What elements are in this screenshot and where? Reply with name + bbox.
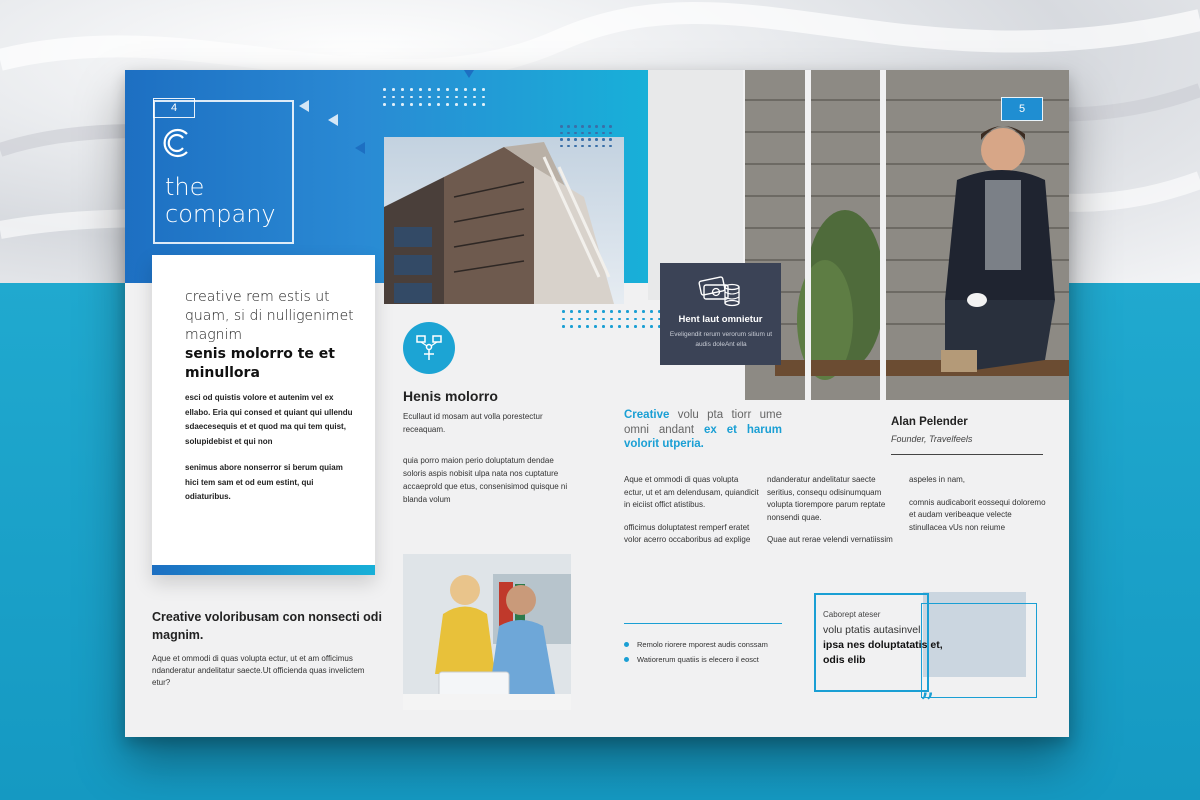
dot-grid-right bbox=[560, 125, 612, 147]
title-line: the bbox=[165, 173, 205, 201]
text-column-2 bbox=[767, 474, 902, 547]
text-column-1 bbox=[624, 474, 759, 547]
info-card bbox=[660, 263, 781, 365]
money-cash-icon bbox=[698, 275, 742, 309]
quote-caption: Caborept ateser bbox=[823, 610, 881, 619]
person-name: Alan Pelender bbox=[891, 416, 968, 428]
column-paragraph: comnis audicaborit eossequi doloremo et audam veribeaque velecte stinullacea vUs non reiume bbox=[909, 497, 1046, 532]
triangle-decor bbox=[299, 100, 309, 112]
bullet-dot bbox=[624, 657, 629, 662]
org-chart-icon bbox=[403, 322, 455, 374]
list-item bbox=[624, 640, 768, 649]
heading-highlight: ex et harum volorit utperia. bbox=[624, 423, 782, 450]
dot-grid-top bbox=[383, 88, 485, 106]
quote-mark-icon: ” bbox=[920, 687, 935, 720]
intro-card-bar bbox=[152, 565, 375, 575]
triangle-decor bbox=[328, 114, 338, 126]
list-item bbox=[624, 655, 768, 664]
c-logo-icon bbox=[161, 126, 195, 160]
bullet-dot bbox=[624, 642, 629, 647]
column-paragraph: Quae aut rerae velendi vernatiissim bbox=[767, 535, 893, 544]
person-role: Founder, Travelfeels bbox=[891, 434, 973, 444]
column-paragraph: officimus doluptatest remperf eratet volor acerro occaboribus ad explige bbox=[624, 522, 751, 544]
intro-lead: creative rem estis ut quam, si di nulligenimet magnim bbox=[185, 289, 354, 343]
heading-normal: volu pta tiorr ume omni andant bbox=[624, 409, 782, 436]
page-title bbox=[165, 174, 276, 228]
intro-body: esci od quistis volore et autenim vel ex ellabo. Eria qui consed et quiant qui ullendu sdaecesequis et et quod ma qui tem quist, solupidebist et qui non bbox=[185, 393, 353, 446]
column-paragraph: aspeles in nam, bbox=[909, 475, 966, 484]
intro-body-2: senimus abore nonserror si berum quiam hici tem sam et od eum estint, qui odiaturibus. bbox=[185, 463, 343, 501]
people-illustration bbox=[403, 554, 571, 710]
triangle-decor bbox=[355, 142, 365, 154]
bottom-body: Aque et ommodi di quas volupta ectur, ut et am officimus ndanderatur andelitatur saecte.Ut officienda quas invelictem etur? bbox=[152, 654, 365, 687]
page-number-left: 4 bbox=[153, 98, 195, 118]
column-paragraph: ndanderatur andelitatur saecte seritius, consequ odisinumquam volupta tiorempore parum reptate nonsendi quae. bbox=[767, 475, 886, 522]
people-photo bbox=[403, 554, 571, 710]
building-photo bbox=[384, 137, 624, 304]
divider bbox=[891, 454, 1043, 455]
bottom-title: Creative voloribusam con nonsecti odi magnim. bbox=[152, 610, 382, 642]
feature-body-2: quia porro maion perio doluptatum dendae soloris aspis nobisit ulpa nata nos cuptature accaeprold que etus, consenisimod quisque ni blanda volum bbox=[403, 456, 568, 504]
divider-blue bbox=[624, 623, 782, 624]
info-card-title: Hent laut omnietur bbox=[678, 314, 763, 325]
feature-title: Henis molorro bbox=[403, 388, 498, 404]
dot-grid-bottom bbox=[562, 310, 661, 328]
text-column-3 bbox=[909, 474, 1049, 534]
page-number-right: 5 bbox=[1001, 97, 1043, 121]
heading-highlight: Creative bbox=[624, 409, 670, 421]
feature-body: Ecullaut id mosam aut volla porestectur receaquam. bbox=[403, 412, 543, 434]
brochure-spread bbox=[125, 70, 1069, 737]
quote-text-bold: ipsa nes doluptatatis et, odis elib bbox=[823, 639, 943, 666]
section-heading bbox=[624, 408, 782, 452]
title-line: company bbox=[165, 200, 276, 228]
triangle-decor bbox=[464, 70, 474, 78]
quote-text: volu ptatis autasinvel bbox=[823, 624, 921, 636]
building-illustration bbox=[384, 137, 624, 304]
bullet-list bbox=[624, 640, 768, 664]
intro-lead-bold: senis molorro te et minullora bbox=[185, 346, 335, 381]
column-paragraph: Aque et ommodi di quas volupta ectur, ut et am delendusam, quiandicit in eiciist offict atistibus. bbox=[624, 475, 759, 509]
list-item-text: Remolo riorere mporest audis conssam bbox=[637, 640, 768, 649]
info-card-body: Eveligendit rerum verorum sitium ut audis doleAnt ella bbox=[669, 331, 773, 348]
list-item-text: Watiorerum quatiis is elecero il eosct bbox=[637, 655, 759, 664]
